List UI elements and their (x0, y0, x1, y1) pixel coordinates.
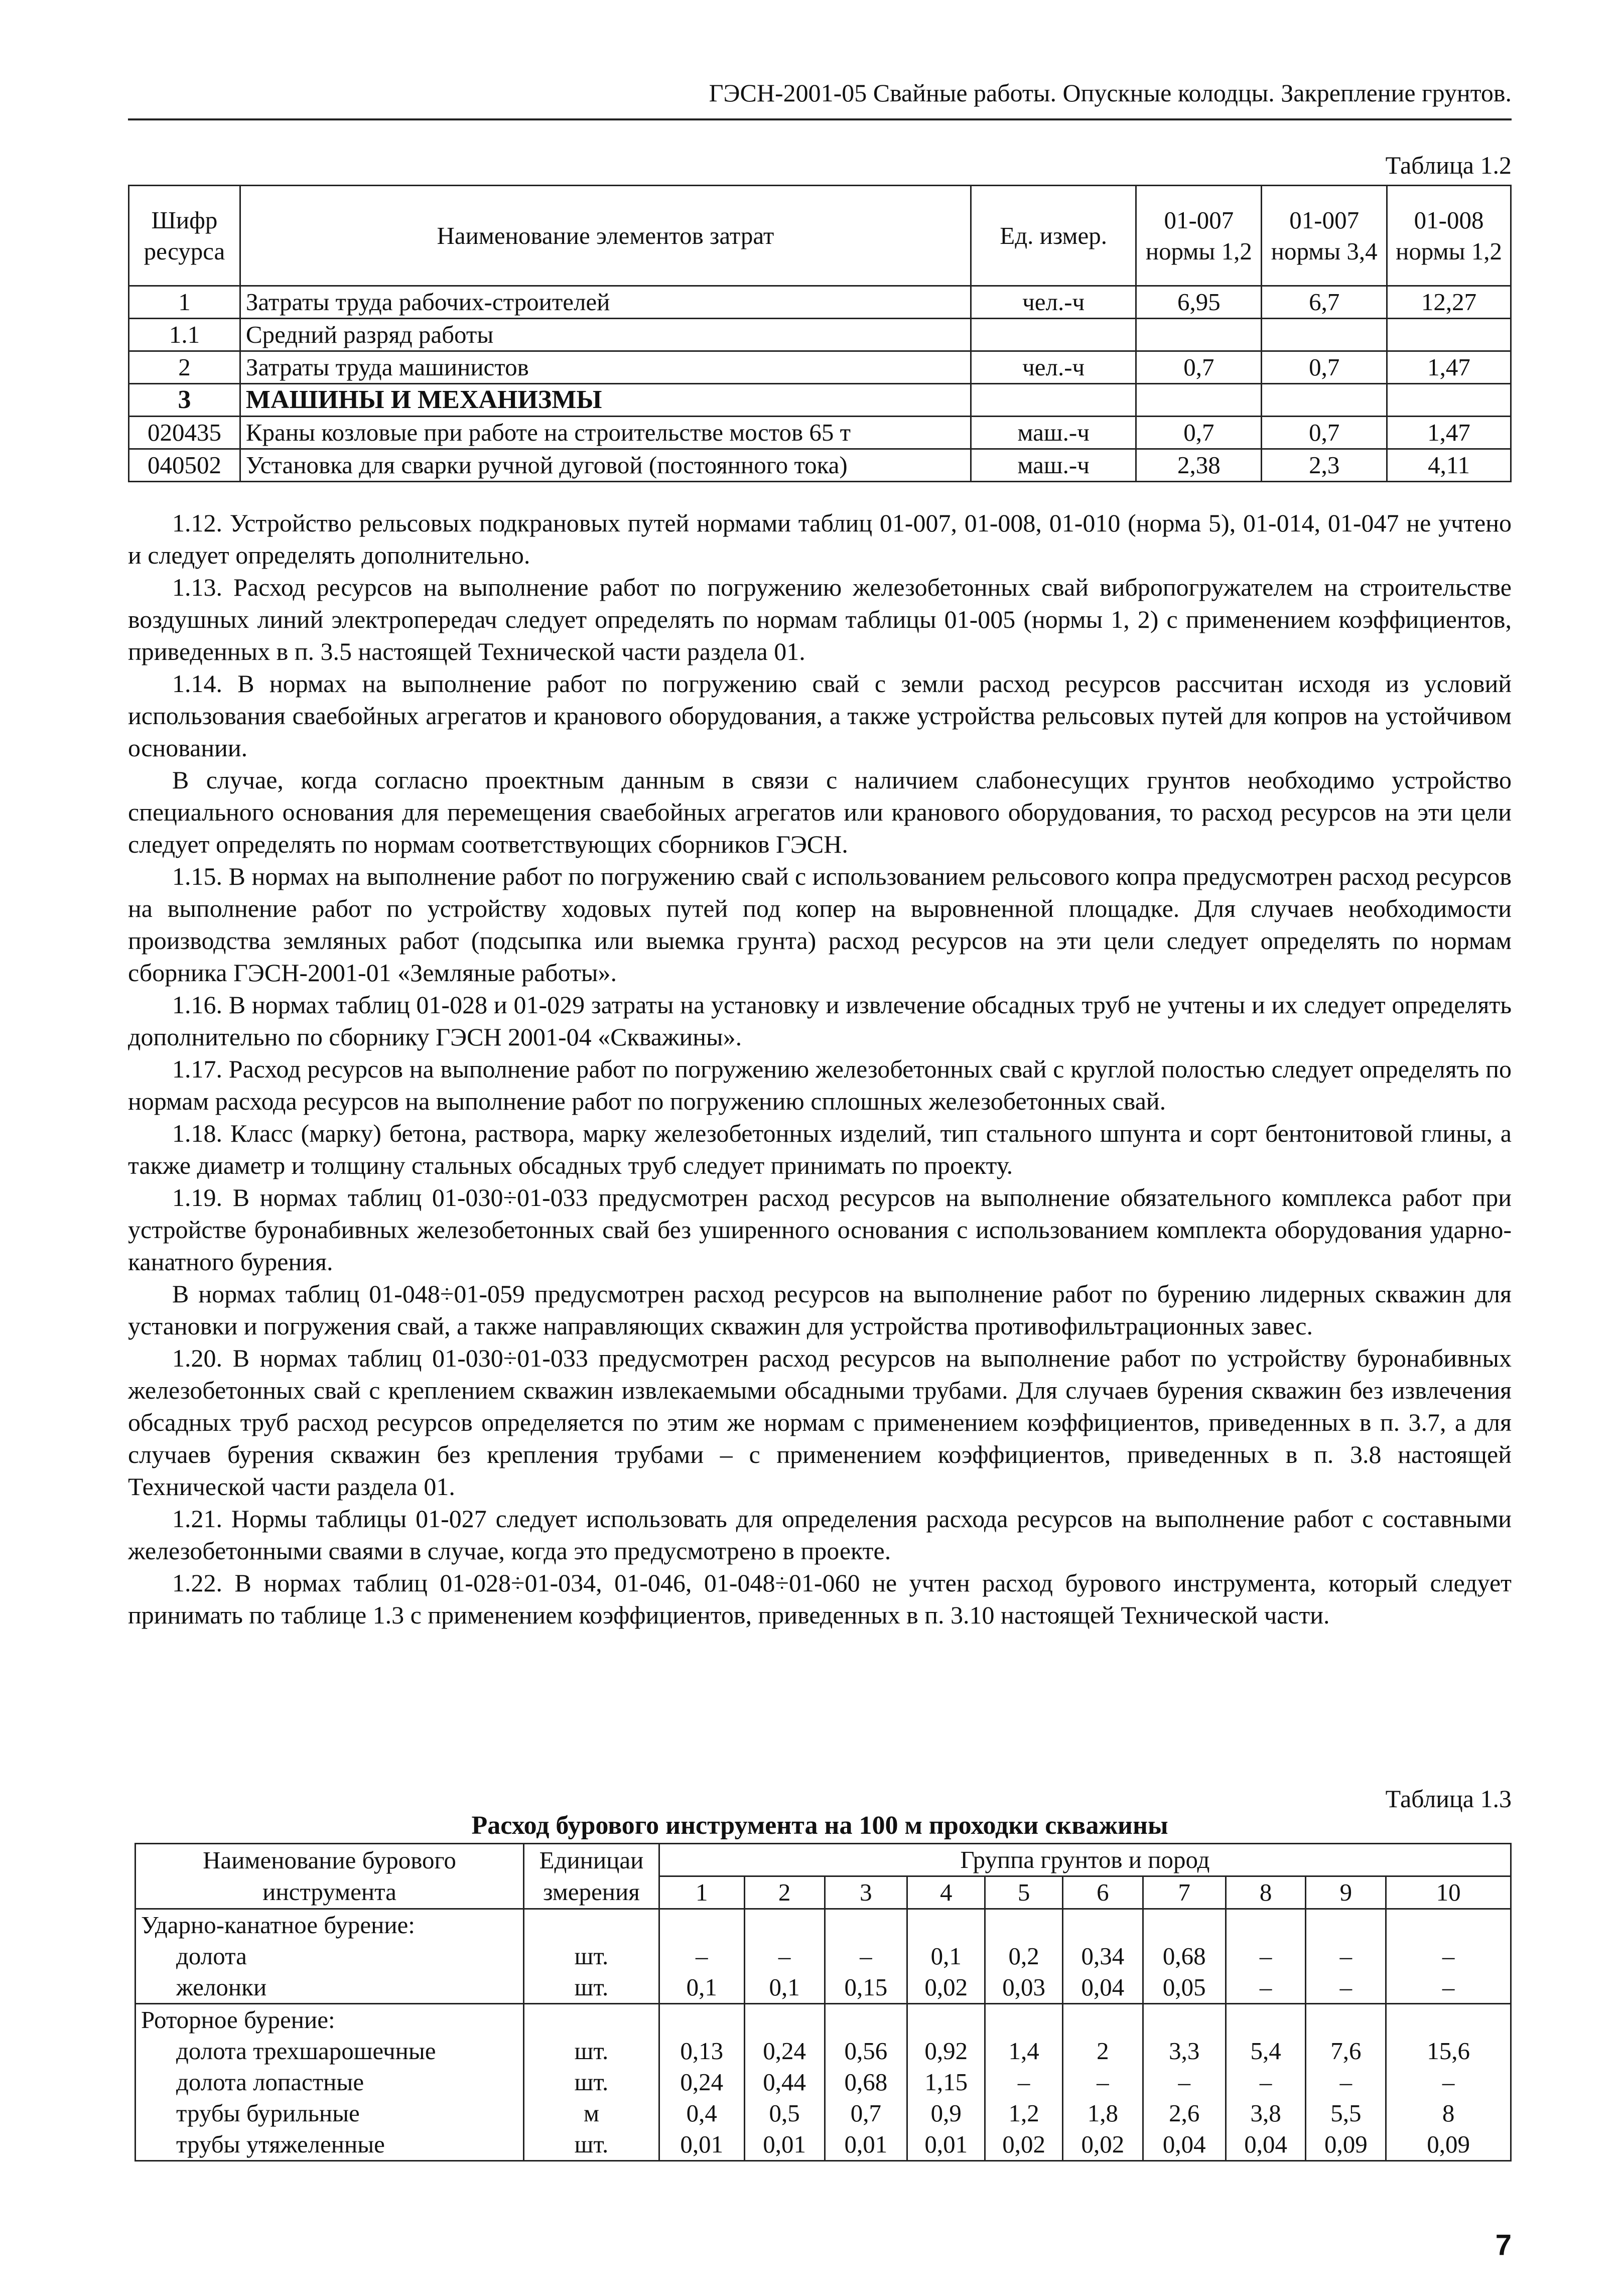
cell-value (1386, 2004, 1511, 2036)
header-norm-01-007-3-4: 01-007 нормы 3,4 (1262, 186, 1387, 286)
table-row (136, 1941, 1511, 1972)
cell-value: 15,6 (1386, 2036, 1511, 2067)
table-1-3-caption: Таблица 1.3 (1385, 1785, 1512, 1813)
table-1-2 (128, 185, 1512, 482)
cell-value: 0,56 (825, 2036, 907, 2067)
running-header: ГЭСН-2001-05 Свайные работы. Опускные колодцы. Закрепление грунтов. (128, 75, 1512, 120)
cell-value: 2,38 (1136, 449, 1262, 482)
cell-code: 1.1 (129, 319, 240, 351)
cell-unit: чел.-ч (971, 351, 1136, 384)
cell-value: 0,5 (744, 2098, 825, 2129)
cell-value: – (1386, 1972, 1511, 2004)
paragraph: 1.19. В нормах таблиц 01-030÷01-033 предусмотрен расход ресурсов на выполнение обязательного комплекса работ при устройстве буронабивных железобетонных свай без уширенного основания с использованием комплекта оборудования ударно-канатного бурения. (128, 1183, 1512, 1276)
header-group-col: 8 (1226, 1876, 1306, 1909)
paragraph: В случае, когда согласно проектным данным в связи с наличием слабонесущих грунтов необходимо устройство специального основания для перемещения сваебойных агрегатов или кранового оборудования, то расход ресурсов на эти цели следует определять по нормам соответствующих сборников ГЭСН. (128, 766, 1512, 858)
cell-value: – (1063, 2067, 1143, 2098)
cell-value (744, 2004, 825, 2036)
header-group-col: 4 (907, 1876, 985, 1909)
cell-value: – (825, 1941, 907, 1972)
cell-code: 1 (129, 286, 240, 319)
section-title: Ударно-канатное бурение: (136, 1909, 524, 1941)
paragraph: 1.22. В нормах таблиц 01-028÷01-034, 01-046, 01-048÷01-060 не учтен расход бурового инструмента, который следует принимать по таблице 1.3 с применением коэффициентов, приведенных в п. 3.10 настоящей Технической части. (128, 1569, 1512, 1629)
cell-value: 1,47 (1387, 417, 1511, 449)
header-code: Шифр ресурса (129, 186, 240, 286)
cell-value (985, 1909, 1063, 1941)
paragraph: В нормах таблиц 01-048÷01-059 предусмотрен расход ресурсов на выполнение работ по бурению лидерных скважин для установки и погружения свай, а также направляющих скважин для устройства противофильтрационных завес. (128, 1280, 1512, 1340)
cell-value: 0,15 (825, 1972, 907, 2004)
cell-code: 2 (129, 351, 240, 384)
cell-name: Краны козловые при работе на строительстве мостов 65 т (240, 417, 971, 449)
cell-value: 0,04 (1226, 2129, 1306, 2161)
table-row (136, 1972, 1511, 2004)
cell-value (744, 1909, 825, 1941)
cell-value (1226, 2004, 1306, 2036)
header-group-col: 7 (1143, 1876, 1226, 1909)
cell-value: – (1143, 2067, 1226, 2098)
cell-value: 0,01 (744, 2129, 825, 2161)
table-row (129, 384, 1511, 417)
cell-value: 0,13 (659, 2036, 744, 2067)
cell-unit (524, 2004, 659, 2036)
cell-value (1063, 1909, 1143, 1941)
table-1-2-caption: Таблица 1.2 (1385, 151, 1512, 179)
cell-value (1262, 384, 1387, 417)
cell-code: 040502 (129, 449, 240, 482)
table-row (129, 449, 1511, 482)
paragraph: 1.18. Класс (марку) бетона, раствора, марку железобетонных изделий, тип стального шпунта и сорт бентонитовой глины, а также диаметр и толщину стальных обсадных труб следует принимать по проекту. (128, 1119, 1512, 1179)
cell-name: Установка для сварки ручной дуговой (постоянного тока) (240, 449, 971, 482)
cell-value: 0,24 (744, 2036, 825, 2067)
cell-value: 1,15 (907, 2067, 985, 2098)
cell-value: 0,7 (1136, 417, 1262, 449)
header-norm-01-007-1-2: 01-007 нормы 1,2 (1136, 186, 1262, 286)
paragraph: 1.12. Устройство рельсовых подкрановых путей нормами таблиц 01-007, 01-008, 01-010 (норма 5), 01-014, 01-047 не учтено и следует определять дополнительно. (128, 509, 1512, 569)
cell-unit: шт. (524, 1972, 659, 2004)
cell-unit: шт. (524, 1941, 659, 1972)
table-1-3-title: Расход бурового инструмента на 100 м проходки скважины (471, 1811, 1168, 1840)
cell-value: – (744, 1941, 825, 1972)
cell-unit: шт. (524, 2129, 659, 2161)
cell-value: 1,47 (1387, 351, 1511, 384)
header-group-col: 6 (1063, 1876, 1143, 1909)
header-soil-group: Группа грунтов и пород (659, 1844, 1511, 1876)
cell-value: 0,4 (659, 2098, 744, 2129)
header-unit: Ед. измер. (971, 186, 1136, 286)
cell-value: 3,8 (1226, 2098, 1306, 2129)
cell-value (1143, 1909, 1226, 1941)
cell-value: 6,95 (1136, 286, 1262, 319)
section-title: Роторное бурение: (136, 2004, 524, 2036)
body-text (128, 507, 1512, 1631)
cell-value: 0,04 (1063, 1972, 1143, 2004)
cell-value: 6,7 (1262, 286, 1387, 319)
cell-value (907, 1909, 985, 1941)
cell-value: – (1386, 2067, 1511, 2098)
cell-tool-name: долота (136, 1941, 524, 1972)
cell-value: 0,09 (1306, 2129, 1386, 2161)
header-group-col: 1 (659, 1876, 744, 1909)
cell-value: 4,11 (1387, 449, 1511, 482)
cell-value: 2,6 (1143, 2098, 1226, 2129)
paragraph: 1.13. Расход ресурсов на выполнение работ по погружению железобетонных свай вибропогружателем на строительстве воздушных линий электропередач следует определять по нормам таблицы 01-005 (нормы 1, 2) с применением коэффициентов, приведенных в п. 3.5 настоящей Технической части раздела 01. (128, 573, 1512, 665)
cell-unit: маш.-ч (971, 449, 1136, 482)
header-name: Наименование элементов затрат (240, 186, 971, 286)
cell-value: 0,7 (1262, 417, 1387, 449)
header-unit: Единицаи (524, 1844, 659, 1876)
table-row (129, 319, 1511, 351)
cell-value: 0,02 (907, 1972, 985, 2004)
cell-value (1306, 1909, 1386, 1941)
header-unit-cont: змерения (524, 1876, 659, 1909)
cell-value: – (1306, 2067, 1386, 2098)
cell-value: 0,9 (907, 2098, 985, 2129)
paragraph: 1.15. В нормах на выполнение работ по погружению свай с использованием рельсового копра предусмотрен расход ресурсов на выполнение работ по устройству ходовых путей под копер на выровненной площадке. Для случаев необходимости производства земляных работ (подсыпка или выемка грунта) расход ресурсов на эти цели следует определять по нормам сборника ГЭСН-2001-01 «Земляные работы». (128, 862, 1512, 987)
header-group-col: 3 (825, 1876, 907, 1909)
cell-value: 2,3 (1262, 449, 1387, 482)
table-row (136, 2067, 1511, 2098)
cell-tool-name: трубы бурильные (136, 2098, 524, 2129)
cell-unit (971, 384, 1136, 417)
cell-name: Затраты труда рабочих-строителей (240, 286, 971, 319)
table-row (136, 2098, 1511, 2129)
cell-value (1387, 319, 1511, 351)
table-row (136, 2036, 1511, 2067)
paragraph: 1.17. Расход ресурсов на выполнение работ по погружению железобетонных свай с круглой полостью следует определять по нормам расхода ресурсов на выполнение работ по погружению сплошных железобетонных свай. (128, 1055, 1512, 1115)
cell-tool-name: долота трехшарошечные (136, 2036, 524, 2067)
cell-value: – (985, 2067, 1063, 2098)
cell-value: – (659, 1941, 744, 1972)
cell-value: 0,05 (1143, 1972, 1226, 2004)
cell-unit (524, 1909, 659, 1941)
cell-value (825, 2004, 907, 2036)
cell-value (907, 2004, 985, 2036)
table-row (129, 417, 1511, 449)
cell-value: – (1306, 1941, 1386, 1972)
cell-value: 0,7 (825, 2098, 907, 2129)
cell-value: 0,1 (907, 1941, 985, 1972)
cell-value: 2 (1063, 2036, 1143, 2067)
section-row (136, 1909, 1511, 1941)
cell-value: 0,2 (985, 1941, 1063, 1972)
cell-value: 0,68 (825, 2067, 907, 2098)
cell-value: 0,01 (907, 2129, 985, 2161)
cell-value (1226, 1909, 1306, 1941)
page-number: 7 (1495, 2229, 1512, 2261)
cell-name: МАШИНЫ И МЕХАНИЗМЫ (240, 384, 971, 417)
cell-value: 0,1 (659, 1972, 744, 2004)
cell-name: Средний разряд работы (240, 319, 971, 351)
cell-value: 1,8 (1063, 2098, 1143, 2129)
paragraph: 1.20. В нормах таблиц 01-030÷01-033 предусмотрен расход ресурсов на выполнение работ по устройству буронабивных железобетонных свай с креплением скважин извлекаемыми обсадными трубами. Для случаев бурения скважин без извлечения обсадных труб расход ресурсов определяется по этим же нормам с применением коэффициентов, приведенных в п. 3.7, а для случаев бурения скважин без крепления трубами – с применением коэффициентов, приведенных в п. 3.8 настоящей Технической части раздела 01. (128, 1344, 1512, 1501)
header-group-col: 5 (985, 1876, 1063, 1909)
cell-value: 0,03 (985, 1972, 1063, 2004)
cell-value (1386, 1909, 1511, 1941)
header-tool-name: Наименование бурового (136, 1844, 524, 1876)
cell-value (659, 2004, 744, 2036)
cell-code: 3 (129, 384, 240, 417)
cell-unit (971, 319, 1136, 351)
cell-value: 0,09 (1386, 2129, 1511, 2161)
cell-value: – (1226, 1941, 1306, 1972)
table-row (136, 2129, 1511, 2161)
table-row (129, 351, 1511, 384)
cell-value: 7,6 (1306, 2036, 1386, 2067)
cell-unit: м (524, 2098, 659, 2129)
cell-value: 0,02 (985, 2129, 1063, 2161)
cell-value: – (1306, 1972, 1386, 2004)
cell-tool-name: желонки (136, 1972, 524, 2004)
section-row (136, 2004, 1511, 2036)
paragraph: 1.21. Нормы таблицы 01-027 следует использовать для определения расхода ресурсов на выполнение работ с составными железобетонными сваями в случае, когда это предусмотрено в проекте. (128, 1505, 1512, 1565)
cell-value (659, 1909, 744, 1941)
cell-value (1136, 319, 1262, 351)
cell-unit: шт. (524, 2067, 659, 2098)
cell-value (1262, 319, 1387, 351)
table-row (129, 286, 1511, 319)
cell-value (985, 2004, 1063, 2036)
cell-value: 0,44 (744, 2067, 825, 2098)
cell-value: 0,68 (1143, 1941, 1226, 1972)
cell-value: 12,27 (1387, 286, 1511, 319)
cell-value: 0,01 (659, 2129, 744, 2161)
cell-value: 0,01 (825, 2129, 907, 2161)
cell-value: 0,02 (1063, 2129, 1143, 2161)
header-norm-01-008-1-2: 01-008 нормы 1,2 (1387, 186, 1511, 286)
cell-value: 0,34 (1063, 1941, 1143, 1972)
paragraph: 1.16. В нормах таблиц 01-028 и 01-029 затраты на установку и извлечение обсадных труб не учтены и их следует определять дополнительно по сборнику ГЭСН 2001-04 «Скважины». (128, 991, 1512, 1051)
cell-value (1136, 384, 1262, 417)
table-1-3 (134, 1843, 1512, 2162)
cell-value (825, 1909, 907, 1941)
cell-tool-name: долота лопастные (136, 2067, 524, 2098)
header-tool-name-cont: инструмента (136, 1876, 524, 1909)
cell-value (1306, 2004, 1386, 2036)
cell-unit: чел.-ч (971, 286, 1136, 319)
paragraph: 1.14. В нормах на выполнение работ по погружению свай с земли расход ресурсов рассчитан исходя из условий использования сваебойных агрегатов и кранового оборудования, а также устройства рельсовых путей для копров на устойчивом основании. (128, 669, 1512, 762)
cell-value (1387, 384, 1511, 417)
cell-value: – (1226, 1972, 1306, 2004)
cell-value: – (1386, 1941, 1511, 1972)
cell-value: 1,2 (985, 2098, 1063, 2129)
cell-code: 020435 (129, 417, 240, 449)
cell-value: 5,5 (1306, 2098, 1386, 2129)
cell-value: 0,7 (1136, 351, 1262, 384)
cell-value: 8 (1386, 2098, 1511, 2129)
cell-value: 5,4 (1226, 2036, 1306, 2067)
cell-value: 3,3 (1143, 2036, 1226, 2067)
header-group-col: 9 (1306, 1876, 1386, 1909)
header-group-col: 10 (1386, 1876, 1511, 1909)
cell-unit: шт. (524, 2036, 659, 2067)
cell-value (1143, 2004, 1226, 2036)
cell-name: Затраты труда машинистов (240, 351, 971, 384)
cell-tool-name: трубы утяжеленные (136, 2129, 524, 2161)
cell-value: 0,1 (744, 1972, 825, 2004)
header-group-col: 2 (744, 1876, 825, 1909)
cell-unit: маш.-ч (971, 417, 1136, 449)
cell-value: 1,4 (985, 2036, 1063, 2067)
cell-value: – (1226, 2067, 1306, 2098)
cell-value: 0,24 (659, 2067, 744, 2098)
cell-value: 0,7 (1262, 351, 1387, 384)
cell-value: 0,04 (1143, 2129, 1226, 2161)
cell-value: 0,92 (907, 2036, 985, 2067)
cell-value (1063, 2004, 1143, 2036)
